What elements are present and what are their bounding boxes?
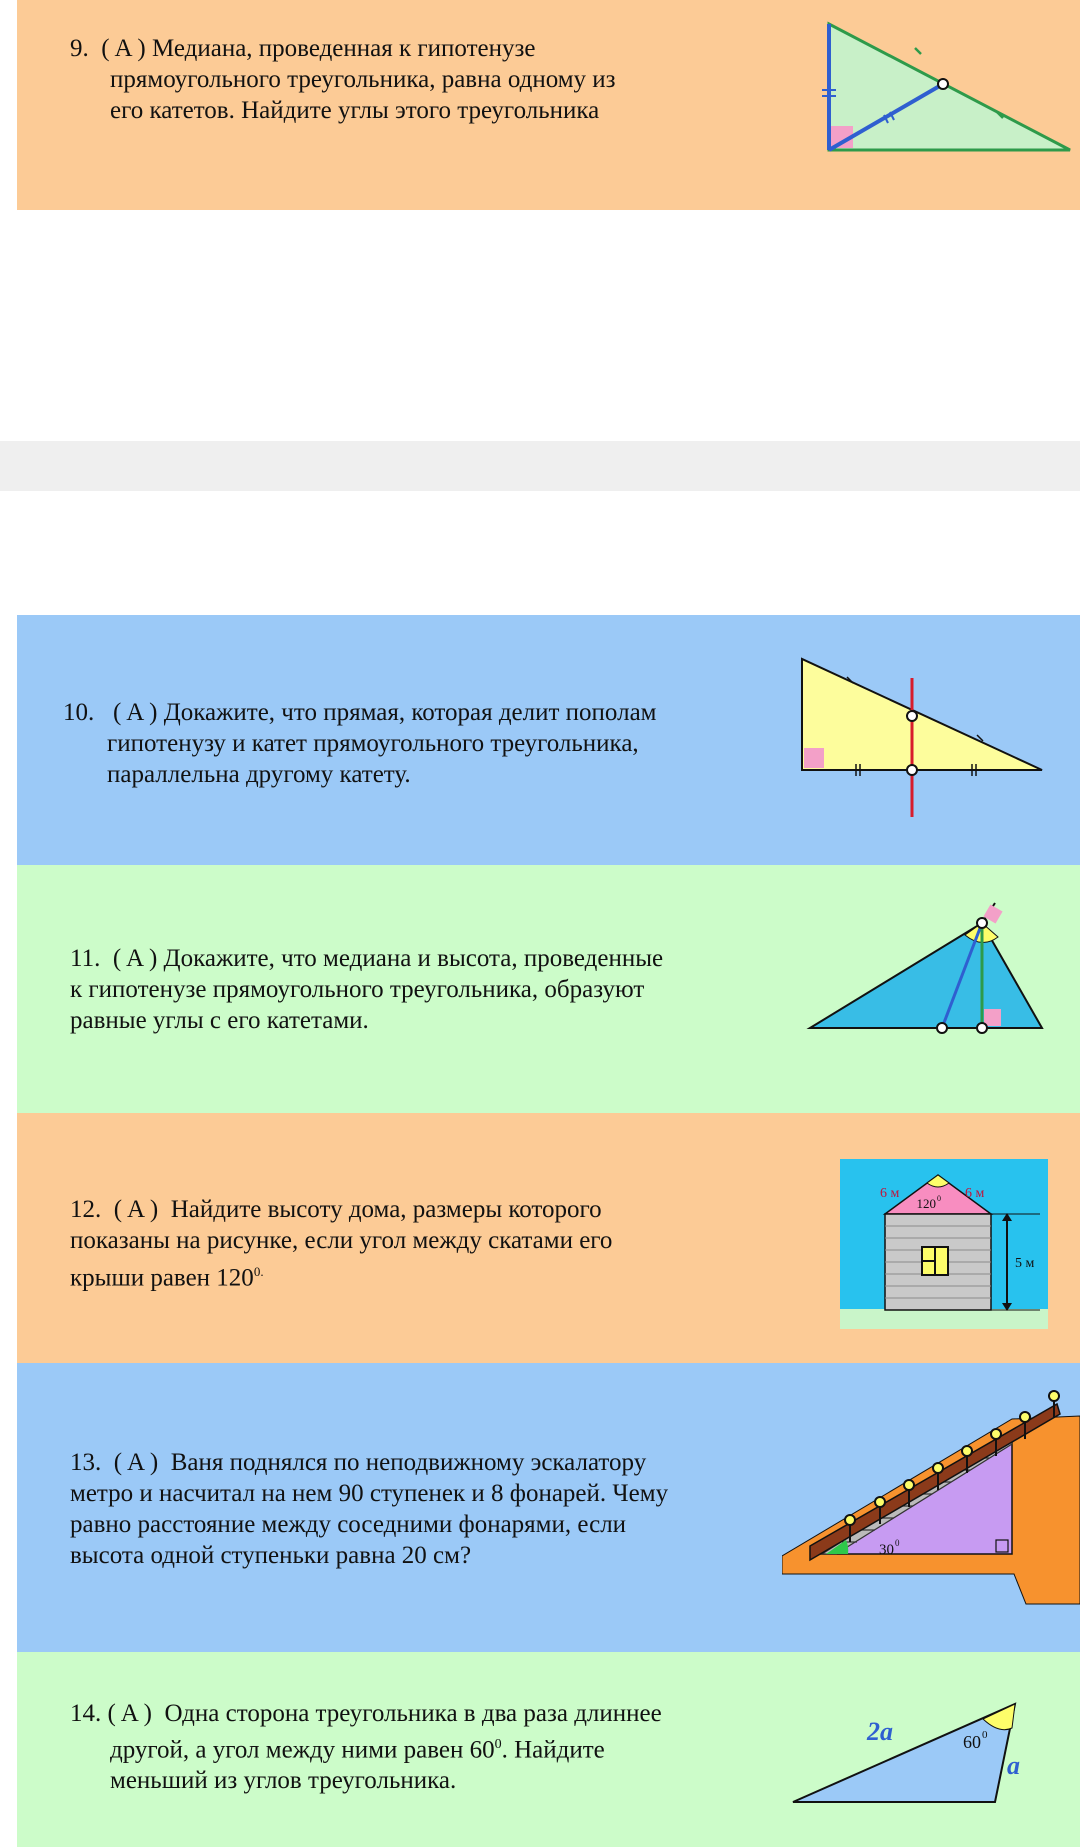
label-right-slope: 6 м [965,1186,985,1201]
problem-number: 12. [70,1196,102,1223]
svg-text:0: 0 [937,1194,941,1203]
figure-median-triangle [802,18,1077,158]
problem-level: ( A ) [112,945,158,972]
label-long-side: 2a [867,1717,893,1746]
problem-card-11 [17,865,1080,1113]
problem-number: 14. [70,1700,102,1727]
problem-number: 11. [70,945,101,972]
figure-escalator [782,1376,1080,1611]
label-left-slope: 6 м [880,1186,900,1201]
problem-text-13: 13. ( A ) Ваня поднялся по неподвижному эскалатору метро и насчитал на нем 90 ступенек и 8 фонарей. Чему равно расстояние между соседними фонарями, если высота одной ступеньки равна 20 см? [70,1449,669,1569]
problem-level: ( A ) [101,35,146,62]
problem-text-11: 11. ( A ) Докажите, что медиана и высота, проведенные к гипотенузе прямоугольного треугольника, образуют равные углы с его катетами. [70,945,664,1034]
problem-level: ( A ) [113,699,158,726]
label-escalator-angle: 30 [879,1542,894,1558]
svg-text:0: 0 [895,1538,900,1548]
label-wall-height: 5 м [1015,1256,1035,1271]
label-angle-60: 60 [963,1732,981,1752]
problem-number: 9. [70,35,89,62]
problem-number: 13. [70,1449,102,1476]
problem-number: 10. [63,699,95,726]
svg-text:0: 0 [982,1729,988,1741]
label-short-side: a [1007,1751,1020,1780]
problem-level: ( A ) [113,1449,159,1476]
figure-median-altitude-triangle [802,895,1067,1045]
problem-text-12: 12. ( A ) Найдите высоту дома, размеры которого показаны на рисунке, если угол между скатами его крыши равен $120^{0.}$ [70,1196,613,1292]
problem-text-9: 9. ( A ) Медиана, проведенная к гипотенузе прямоугольного треугольника, равна одному из его катетов. Найдите углы этого треугольника [70,35,616,124]
problem-level: ( A ) [113,1196,159,1223]
figure-house [840,1159,1050,1331]
label-apex-angle: 120 [916,1196,936,1211]
problem-level: ( A ) [107,1700,152,1727]
problem-card-13 [17,1363,1080,1652]
figure-triangle-2a-a [787,1694,1027,1809]
problem-card-10 [17,615,1080,865]
problem-card-12 [17,1113,1080,1363]
problem-card-14 [17,1652,1080,1847]
problem-card-9 [17,0,1080,210]
problem-text-14: 14. ( A ) Одна сторона треугольника в два раза длиннее другой, а угол между ними равен $60^0$. Найдите меньший из углов треугольника. [70,1700,662,1795]
page-separator [0,441,1080,491]
problem-text-10: 10. ( A ) Докажите, что прямая, которая делит пополам гипотенузу и катет прямоугольного треугольника, параллельна другому катету. [63,699,657,788]
figure-midline-triangle [797,655,1067,820]
